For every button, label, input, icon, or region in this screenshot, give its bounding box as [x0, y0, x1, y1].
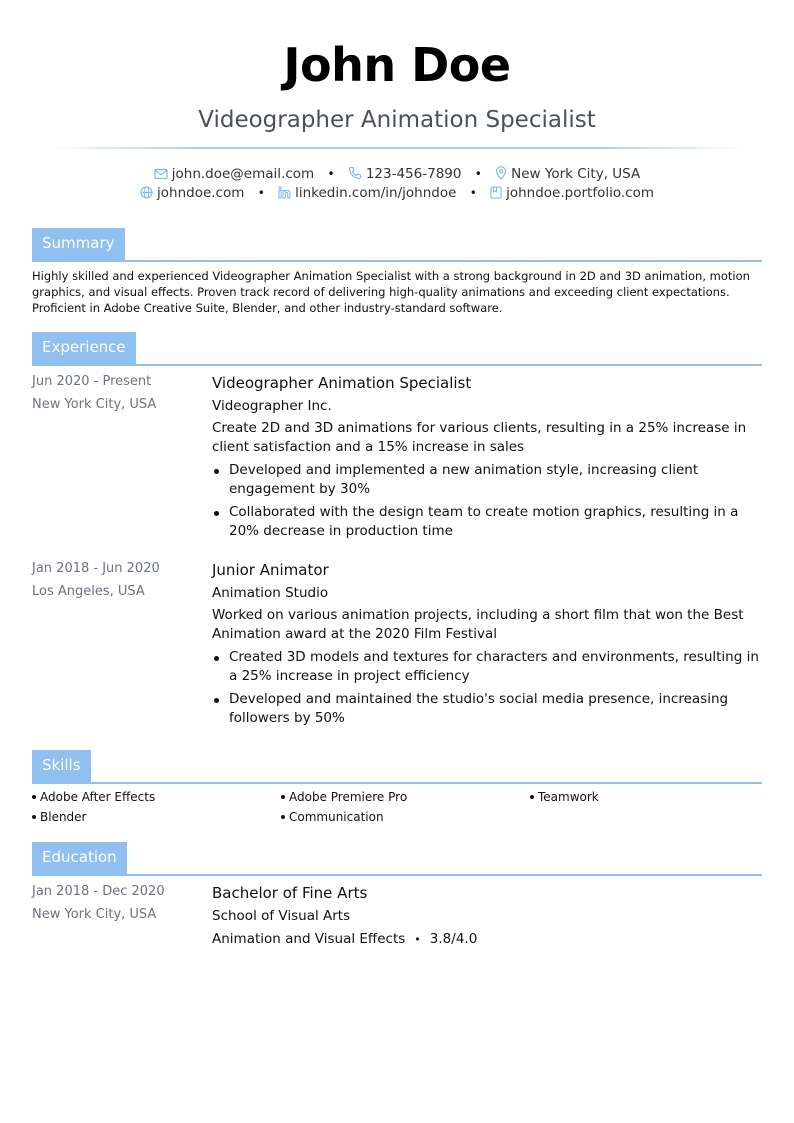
education-location: New York City, USA: [32, 907, 157, 922]
skills-section-header: [32, 750, 762, 784]
summary-section-header: [32, 228, 762, 262]
field-of-study: Animation and Visual Effects: [212, 931, 406, 947]
experience-location: Los Angeles, USA: [32, 584, 145, 599]
experience-section-header: [32, 332, 762, 366]
contact-website[interactable]: johndoe.com: [157, 185, 245, 201]
job-description: Worked on various animation projects, including a short film that won the Best Animation award at the 2020 Film Festival: [212, 607, 744, 642]
portfolio-icon: [490, 186, 502, 203]
contact-location: New York City, USA: [511, 166, 641, 182]
bullet-dot: [530, 795, 534, 799]
experience-heading: Experience: [32, 332, 136, 364]
summary-text: Highly skilled and experienced Videographer Animation Specialist with a strong background in 2D and 3D animation, motion graphics, and visual effects. Proven track record of delivering high-quality animations and exceeding client expectations. Proficient in Adobe Creative Suite, Blender, and other industry-standard software.: [32, 269, 750, 315]
skill-item: [530, 790, 599, 804]
skill-label: Adobe Premiere Pro: [289, 790, 408, 804]
bullet-dot: [281, 795, 285, 799]
company-name: Animation Studio: [212, 585, 329, 601]
contact-line-2: [0, 185, 794, 203]
skill-item: [281, 810, 384, 824]
job-title: Junior Animator: [212, 561, 329, 579]
contact-portfolio[interactable]: johndoe.portfolio.com: [506, 185, 654, 201]
skill-label: Communication: [289, 810, 384, 824]
education-entry: [212, 883, 762, 950]
gpa: 3.8/4.0: [429, 931, 478, 947]
contact-phone[interactable]: 123-456-7890: [365, 166, 462, 182]
bullet-dot: [32, 795, 36, 799]
header-divider: [52, 147, 742, 149]
job-description: Create 2D and 3D animations for various clients, resulting in a 25% increase in client satisfaction and a 15% increase in sales: [212, 420, 747, 455]
achievement-item: Developed and maintained the studio's social media presence, increasing followers by 50%: [212, 690, 762, 728]
experience-entry-2-meta: [32, 557, 202, 603]
skill-label: Adobe After Effects: [40, 790, 156, 804]
experience-entry-1: [212, 373, 762, 545]
contact-linkedin[interactable]: linkedin.com/in/johndoe: [295, 185, 457, 201]
experience-entry-2: [212, 560, 762, 732]
skill-item: [32, 810, 87, 824]
location-pin-icon: [495, 166, 507, 184]
achievement-list: [212, 461, 762, 541]
skills-heading: Skills: [32, 750, 91, 782]
summary-heading: Summary: [32, 228, 125, 260]
globe-icon: [140, 186, 153, 203]
experience-dates: Jun 2020 - Present: [32, 374, 152, 389]
experience-location: New York City, USA: [32, 397, 157, 412]
experience-dates: Jan 2018 - Jun 2020: [32, 561, 160, 576]
bullet-dot: [281, 815, 285, 819]
education-details: [212, 929, 762, 950]
company-name: Videographer Inc.: [212, 398, 332, 414]
contact-separator: •: [474, 167, 482, 181]
education-heading: Education: [32, 842, 127, 874]
contact-separator: •: [257, 186, 265, 200]
degree-title: Bachelor of Fine Arts: [212, 884, 368, 902]
school-name: School of Visual Arts: [212, 908, 351, 924]
contact-separator: •: [327, 167, 335, 181]
education-dates: Jan 2018 - Dec 2020: [32, 884, 165, 899]
phone-icon: [348, 166, 362, 184]
contact-line-1: [0, 166, 794, 184]
education-section-header: [32, 842, 762, 876]
bullet-dot: [32, 815, 36, 819]
skill-label: Teamwork: [538, 790, 599, 804]
email-icon: [154, 168, 168, 184]
contact-email[interactable]: john.doe@email.com: [171, 166, 315, 182]
skill-item: [281, 790, 407, 804]
education-entry-meta: [32, 880, 202, 926]
achievement-item: Collaborated with the design team to create motion graphics, resulting in a 20% decrease in production time: [212, 503, 762, 541]
achievement-list: [212, 648, 762, 728]
experience-entry-1-meta: [32, 370, 202, 416]
skill-label: Blender: [40, 810, 87, 824]
linkedin-icon: [278, 186, 291, 203]
achievement-item: Created 3D models and textures for characters and environments, resulting in a 25% increase in project efficiency: [212, 648, 762, 686]
skill-item: [32, 790, 155, 804]
job-title: Videographer Animation Specialist: [212, 374, 472, 392]
detail-separator: •: [414, 933, 421, 946]
contact-separator: •: [469, 186, 477, 200]
candidate-name: John Doe: [283, 38, 511, 92]
candidate-role: Videographer Animation Specialist: [198, 107, 596, 133]
achievement-item: Developed and implemented a new animation style, increasing client engagement by 30%: [212, 461, 762, 499]
